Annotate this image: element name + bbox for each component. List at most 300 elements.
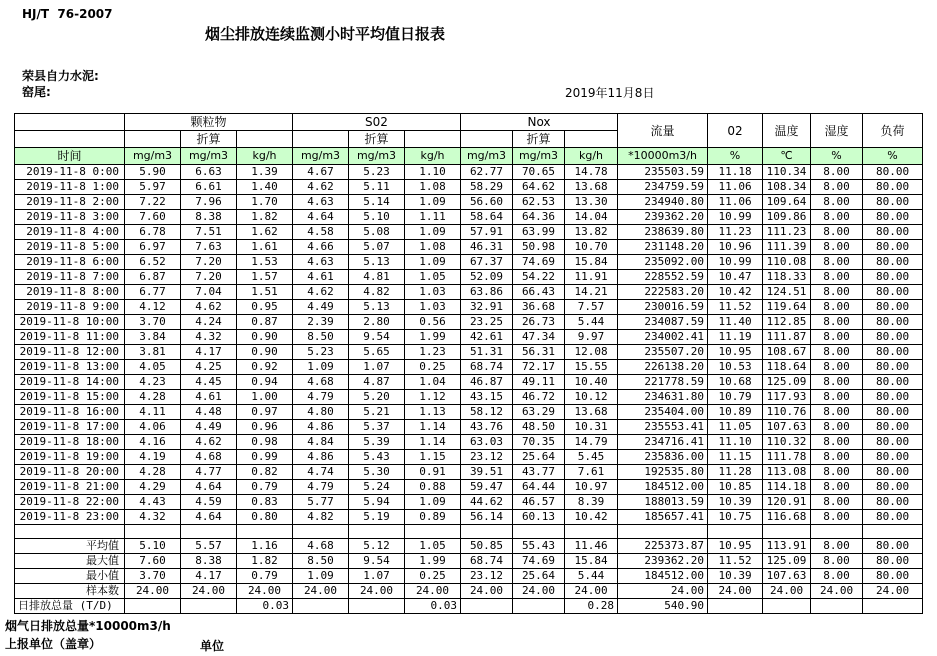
value-cell: 15.84 xyxy=(565,255,618,270)
table-row xyxy=(15,599,923,614)
value-cell: 7.20 xyxy=(181,270,237,285)
col-group-nox: Nox xyxy=(461,114,618,131)
value-cell: 7.63 xyxy=(181,240,237,255)
value-cell: 109.64 xyxy=(763,195,811,210)
value-cell: 14.04 xyxy=(565,210,618,225)
table-row xyxy=(15,240,923,255)
value-cell: 7.61 xyxy=(565,465,618,480)
unit-cell: mg/m3 xyxy=(513,148,565,165)
table-row xyxy=(15,495,923,510)
value-cell: 110.32 xyxy=(763,435,811,450)
value-cell: 51.31 xyxy=(461,345,513,360)
report-table xyxy=(14,113,923,614)
value-cell: 5.23 xyxy=(349,165,405,180)
value-cell: 11.06 xyxy=(708,195,763,210)
value-cell: 4.82 xyxy=(349,285,405,300)
time-cell: 2019-11-8 12:00 xyxy=(15,345,125,360)
time-cell: 2019-11-8 11:00 xyxy=(15,330,125,345)
value-cell: 1.57 xyxy=(237,270,293,285)
value-cell: 2.80 xyxy=(349,315,405,330)
table-row xyxy=(15,315,923,330)
value-cell: 24.00 xyxy=(811,584,863,599)
value-cell: 46.87 xyxy=(461,375,513,390)
value-cell: 231148.20 xyxy=(618,240,708,255)
table-row xyxy=(15,420,923,435)
value-cell: 1.12 xyxy=(405,390,461,405)
value-cell: 235092.00 xyxy=(618,255,708,270)
value-cell: 80.00 xyxy=(863,405,923,420)
value-cell: 80.00 xyxy=(863,360,923,375)
value-cell: 11.06 xyxy=(708,180,763,195)
value-cell: 5.07 xyxy=(349,240,405,255)
value-cell: 4.82 xyxy=(293,510,349,525)
value-cell: 0.94 xyxy=(237,375,293,390)
value-cell: 80.00 xyxy=(863,480,923,495)
value-cell: 4.64 xyxy=(181,480,237,495)
unit-cell: % xyxy=(863,148,923,165)
unit-label: 单位 xyxy=(200,639,225,653)
col-header-temp: 温度 xyxy=(763,114,811,148)
value-cell: 8.00 xyxy=(811,480,863,495)
value-cell: 228552.59 xyxy=(618,270,708,285)
value-cell: 14.78 xyxy=(565,165,618,180)
value-cell: 80.00 xyxy=(863,330,923,345)
value-cell: 113.91 xyxy=(763,539,811,554)
value-cell: 4.66 xyxy=(293,240,349,255)
value-cell: 234940.80 xyxy=(618,195,708,210)
value-cell: 0.96 xyxy=(237,420,293,435)
unit-cell: mg/m3 xyxy=(125,148,181,165)
value-cell: 10.53 xyxy=(708,360,763,375)
value-cell: 0.03 xyxy=(405,599,461,614)
value-cell: 1.23 xyxy=(405,345,461,360)
value-cell: 111.87 xyxy=(763,330,811,345)
value-cell: 234087.59 xyxy=(618,315,708,330)
value-cell: 54.22 xyxy=(513,270,565,285)
value-cell: 0.91 xyxy=(405,465,461,480)
time-cell: 2019-11-8 2:00 xyxy=(15,195,125,210)
value-cell: 1.07 xyxy=(349,360,405,375)
value-cell: 50.85 xyxy=(461,539,513,554)
value-cell: 4.32 xyxy=(125,510,181,525)
value-cell: 24.00 xyxy=(349,584,405,599)
value-cell: 80.00 xyxy=(863,240,923,255)
value-cell: 74.69 xyxy=(513,255,565,270)
header-units-row xyxy=(15,148,923,165)
value-cell: 235507.20 xyxy=(618,345,708,360)
time-cell: 2019-11-8 3:00 xyxy=(15,210,125,225)
value-cell: 4.62 xyxy=(293,180,349,195)
time-cell: 2019-11-8 22:00 xyxy=(15,495,125,510)
value-cell: 111.39 xyxy=(763,240,811,255)
value-cell: 4.68 xyxy=(293,539,349,554)
value-cell: 56.60 xyxy=(461,195,513,210)
value-cell: 63.29 xyxy=(513,405,565,420)
value-cell: 1.08 xyxy=(405,240,461,255)
value-cell: 5.44 xyxy=(565,315,618,330)
value-cell: 11.91 xyxy=(565,270,618,285)
value-cell: 221778.59 xyxy=(618,375,708,390)
value-cell: 8.00 xyxy=(811,450,863,465)
value-cell: 24.00 xyxy=(565,584,618,599)
value-cell: 8.00 xyxy=(811,345,863,360)
value-cell: 8.00 xyxy=(811,465,863,480)
value-cell: 109.86 xyxy=(763,210,811,225)
value-cell: 80.00 xyxy=(863,210,923,225)
value-cell: 43.15 xyxy=(461,390,513,405)
value-cell: 10.95 xyxy=(708,539,763,554)
value-cell: 8.50 xyxy=(293,554,349,569)
value-cell: 108.34 xyxy=(763,180,811,195)
value-cell: 108.67 xyxy=(763,345,811,360)
value-cell xyxy=(513,525,565,539)
summary-label-cell: 最小值 xyxy=(15,569,125,584)
time-cell: 2019-11-8 17:00 xyxy=(15,420,125,435)
value-cell: 7.60 xyxy=(125,210,181,225)
value-cell: 62.53 xyxy=(513,195,565,210)
value-cell: 48.50 xyxy=(513,420,565,435)
col-group-so2: S02 xyxy=(293,114,461,131)
col-header-o2: 02 xyxy=(708,114,763,148)
value-cell: 10.89 xyxy=(708,405,763,420)
value-cell: 24.00 xyxy=(513,584,565,599)
value-cell: 24.00 xyxy=(863,584,923,599)
value-cell: 1.62 xyxy=(237,225,293,240)
value-cell: 3.81 xyxy=(125,345,181,360)
value-cell: 50.98 xyxy=(513,240,565,255)
value-cell: 10.99 xyxy=(708,210,763,225)
unit-cell: ℃ xyxy=(763,148,811,165)
value-cell: 116.68 xyxy=(763,510,811,525)
header-empty-cell xyxy=(565,131,618,148)
value-cell: 4.63 xyxy=(293,195,349,210)
value-cell: 10.47 xyxy=(708,270,763,285)
value-cell: 235404.00 xyxy=(618,405,708,420)
value-cell xyxy=(811,599,863,614)
value-cell xyxy=(763,599,811,614)
value-cell: 5.21 xyxy=(349,405,405,420)
table-row xyxy=(15,539,923,554)
value-cell: 239362.20 xyxy=(618,210,708,225)
value-cell: 1.09 xyxy=(405,225,461,240)
value-cell: 222583.20 xyxy=(618,285,708,300)
value-cell: 66.43 xyxy=(513,285,565,300)
table-row xyxy=(15,584,923,599)
value-cell: 11.19 xyxy=(708,330,763,345)
value-cell: 1.99 xyxy=(405,554,461,569)
value-cell: 110.08 xyxy=(763,255,811,270)
value-cell: 80.00 xyxy=(863,165,923,180)
value-cell: 0.95 xyxy=(237,300,293,315)
value-cell: 4.79 xyxy=(293,480,349,495)
value-cell: 4.11 xyxy=(125,405,181,420)
value-cell: 10.70 xyxy=(565,240,618,255)
value-cell: 8.00 xyxy=(811,255,863,270)
value-cell: 7.04 xyxy=(181,285,237,300)
time-cell: 2019-11-8 16:00 xyxy=(15,405,125,420)
value-cell: 80.00 xyxy=(863,495,923,510)
col-header-flow: 流量 xyxy=(618,114,708,148)
value-cell: 24.00 xyxy=(293,584,349,599)
value-cell: 10.40 xyxy=(565,375,618,390)
time-cell: 2019-11-8 20:00 xyxy=(15,465,125,480)
table-row xyxy=(15,270,923,285)
value-cell: 15.55 xyxy=(565,360,618,375)
value-cell: 1.13 xyxy=(405,405,461,420)
nox-conversion-label: 折算 xyxy=(513,131,565,148)
value-cell: 80.00 xyxy=(863,225,923,240)
value-cell: 43.76 xyxy=(461,420,513,435)
value-cell: 0.28 xyxy=(565,599,618,614)
value-cell: 235503.59 xyxy=(618,165,708,180)
value-cell: 4.17 xyxy=(181,345,237,360)
value-cell: 1.09 xyxy=(293,569,349,584)
value-cell: 11.52 xyxy=(708,300,763,315)
value-cell: 4.62 xyxy=(181,300,237,315)
value-cell xyxy=(181,599,237,614)
value-cell: 80.00 xyxy=(863,375,923,390)
value-cell: 63.99 xyxy=(513,225,565,240)
time-cell: 2019-11-8 23:00 xyxy=(15,510,125,525)
header-empty-cell xyxy=(293,131,349,148)
value-cell: 68.74 xyxy=(461,360,513,375)
value-cell: 56.31 xyxy=(513,345,565,360)
value-cell: 188013.59 xyxy=(618,495,708,510)
value-cell xyxy=(349,525,405,539)
value-cell: 11.46 xyxy=(565,539,618,554)
value-cell: 80.00 xyxy=(863,345,923,360)
value-cell: 25.64 xyxy=(513,450,565,465)
time-column-header: 时间 xyxy=(15,148,125,165)
value-cell: 10.31 xyxy=(565,420,618,435)
table-row xyxy=(15,285,923,300)
value-cell: 64.62 xyxy=(513,180,565,195)
value-cell: 11.10 xyxy=(708,435,763,450)
value-cell: 58.29 xyxy=(461,180,513,195)
value-cell: 4.48 xyxy=(181,405,237,420)
value-cell: 8.00 xyxy=(811,360,863,375)
value-cell: 9.97 xyxy=(565,330,618,345)
value-cell: 5.23 xyxy=(293,345,349,360)
value-cell: 239362.20 xyxy=(618,554,708,569)
value-cell: 0.83 xyxy=(237,495,293,510)
col-group-pm: 颗粒物 xyxy=(125,114,293,131)
value-cell: 8.00 xyxy=(811,270,863,285)
value-cell: 5.90 xyxy=(125,165,181,180)
value-cell: 7.20 xyxy=(181,255,237,270)
value-cell: 234002.41 xyxy=(618,330,708,345)
value-cell: 5.12 xyxy=(349,539,405,554)
value-cell: 58.64 xyxy=(461,210,513,225)
value-cell: 80.00 xyxy=(863,270,923,285)
value-cell: 0.99 xyxy=(237,450,293,465)
value-cell: 14.21 xyxy=(565,285,618,300)
value-cell: 49.11 xyxy=(513,375,565,390)
value-cell: 1.04 xyxy=(405,375,461,390)
value-cell: 1.09 xyxy=(405,255,461,270)
value-cell: 11.52 xyxy=(708,554,763,569)
value-cell: 42.61 xyxy=(461,330,513,345)
value-cell: 5.10 xyxy=(125,539,181,554)
value-cell: 3.70 xyxy=(125,315,181,330)
value-cell: 113.08 xyxy=(763,465,811,480)
monitoring-point: 窑尾: xyxy=(22,85,51,99)
value-cell: 4.05 xyxy=(125,360,181,375)
value-cell xyxy=(461,525,513,539)
value-cell: 60.13 xyxy=(513,510,565,525)
value-cell: 5.45 xyxy=(565,450,618,465)
value-cell: 4.32 xyxy=(181,330,237,345)
value-cell: 0.56 xyxy=(405,315,461,330)
value-cell: 24.00 xyxy=(181,584,237,599)
value-cell: 26.73 xyxy=(513,315,565,330)
value-cell: 1.00 xyxy=(237,390,293,405)
time-cell: 2019-11-8 18:00 xyxy=(15,435,125,450)
value-cell: 1.07 xyxy=(349,569,405,584)
table-row xyxy=(15,390,923,405)
table-row xyxy=(15,405,923,420)
value-cell: 0.97 xyxy=(237,405,293,420)
value-cell: 234759.59 xyxy=(618,180,708,195)
unit-cell: kg/h xyxy=(405,148,461,165)
value-cell: 6.87 xyxy=(125,270,181,285)
flow-total-note: 烟气日排放总量*10000m3/h xyxy=(5,619,171,633)
value-cell: 5.10 xyxy=(349,210,405,225)
value-cell: 63.86 xyxy=(461,285,513,300)
value-cell: 64.36 xyxy=(513,210,565,225)
value-cell: 24.00 xyxy=(125,584,181,599)
col-header-load: 负荷 xyxy=(863,114,923,148)
value-cell: 230016.59 xyxy=(618,300,708,315)
value-cell: 4.28 xyxy=(125,390,181,405)
value-cell: 46.72 xyxy=(513,390,565,405)
time-cell: 2019-11-8 8:00 xyxy=(15,285,125,300)
value-cell: 0.25 xyxy=(405,360,461,375)
unit-cell: kg/h xyxy=(237,148,293,165)
value-cell: 4.84 xyxy=(293,435,349,450)
value-cell: 39.51 xyxy=(461,465,513,480)
time-cell: 2019-11-8 21:00 xyxy=(15,480,125,495)
value-cell: 8.00 xyxy=(811,240,863,255)
value-cell: 25.64 xyxy=(513,569,565,584)
value-cell: 4.62 xyxy=(293,285,349,300)
header-group-row xyxy=(15,114,923,131)
value-cell: 8.00 xyxy=(811,330,863,345)
value-cell: 47.34 xyxy=(513,330,565,345)
value-cell: 0.89 xyxy=(405,510,461,525)
value-cell: 52.09 xyxy=(461,270,513,285)
value-cell: 13.82 xyxy=(565,225,618,240)
value-cell: 185657.41 xyxy=(618,510,708,525)
reporting-unit-label: 上报单位（盖章） xyxy=(5,637,102,651)
value-cell: 8.00 xyxy=(811,225,863,240)
value-cell: 235553.41 xyxy=(618,420,708,435)
value-cell: 57.91 xyxy=(461,225,513,240)
value-cell: 1.40 xyxy=(237,180,293,195)
value-cell: 107.63 xyxy=(763,569,811,584)
value-cell: 80.00 xyxy=(863,569,923,584)
table-row xyxy=(15,165,923,180)
table-row xyxy=(15,225,923,240)
header-empty-cell xyxy=(461,131,513,148)
time-cell: 2019-11-8 19:00 xyxy=(15,450,125,465)
value-cell xyxy=(863,525,923,539)
value-cell: 4.49 xyxy=(293,300,349,315)
value-cell: 4.25 xyxy=(181,360,237,375)
value-cell: 62.77 xyxy=(461,165,513,180)
unit-cell: % xyxy=(811,148,863,165)
table-row xyxy=(15,300,923,315)
value-cell: 4.16 xyxy=(125,435,181,450)
value-cell: 80.00 xyxy=(863,465,923,480)
value-cell: 11.18 xyxy=(708,165,763,180)
table-row xyxy=(15,360,923,375)
value-cell: 8.00 xyxy=(811,539,863,554)
value-cell: 4.67 xyxy=(293,165,349,180)
value-cell: 111.23 xyxy=(763,225,811,240)
value-cell: 8.00 xyxy=(811,300,863,315)
value-cell: 184512.00 xyxy=(618,480,708,495)
table-row xyxy=(15,450,923,465)
value-cell: 24.00 xyxy=(461,584,513,599)
value-cell: 8.38 xyxy=(181,554,237,569)
value-cell: 24.00 xyxy=(237,584,293,599)
value-cell: 23.12 xyxy=(461,569,513,584)
value-cell: 1.09 xyxy=(405,495,461,510)
value-cell: 1.05 xyxy=(405,539,461,554)
value-cell: 8.00 xyxy=(811,510,863,525)
header-empty-cell xyxy=(15,114,125,131)
table-row xyxy=(15,465,923,480)
value-cell: 8.39 xyxy=(565,495,618,510)
value-cell: 4.28 xyxy=(125,465,181,480)
value-cell: 7.57 xyxy=(565,300,618,315)
unit-cell: % xyxy=(708,148,763,165)
value-cell: 8.00 xyxy=(811,420,863,435)
value-cell: 0.90 xyxy=(237,345,293,360)
unit-cell: *10000m3/h xyxy=(618,148,708,165)
value-cell: 4.49 xyxy=(181,420,237,435)
value-cell: 15.84 xyxy=(565,554,618,569)
value-cell: 1.99 xyxy=(405,330,461,345)
value-cell: 4.68 xyxy=(293,375,349,390)
table-row xyxy=(15,195,923,210)
value-cell: 4.86 xyxy=(293,420,349,435)
summary-label-cell: 日排放总量 (T/D) xyxy=(15,599,125,614)
value-cell: 43.77 xyxy=(513,465,565,480)
value-cell: 1.39 xyxy=(237,165,293,180)
value-cell: 80.00 xyxy=(863,420,923,435)
value-cell: 8.00 xyxy=(811,375,863,390)
time-cell: 2019-11-8 10:00 xyxy=(15,315,125,330)
value-cell: 1.11 xyxy=(405,210,461,225)
value-cell: 12.08 xyxy=(565,345,618,360)
value-cell: 4.77 xyxy=(181,465,237,480)
time-cell: 2019-11-8 15:00 xyxy=(15,390,125,405)
value-cell: 74.69 xyxy=(513,554,565,569)
value-cell: 5.43 xyxy=(349,450,405,465)
value-cell xyxy=(125,599,181,614)
value-cell: 1.70 xyxy=(237,195,293,210)
table-row xyxy=(15,569,923,584)
value-cell xyxy=(461,599,513,614)
value-cell: 10.68 xyxy=(708,375,763,390)
value-cell: 234716.41 xyxy=(618,435,708,450)
value-cell: 63.03 xyxy=(461,435,513,450)
time-cell: 2019-11-8 0:00 xyxy=(15,165,125,180)
value-cell: 23.12 xyxy=(461,450,513,465)
value-cell: 6.63 xyxy=(181,165,237,180)
